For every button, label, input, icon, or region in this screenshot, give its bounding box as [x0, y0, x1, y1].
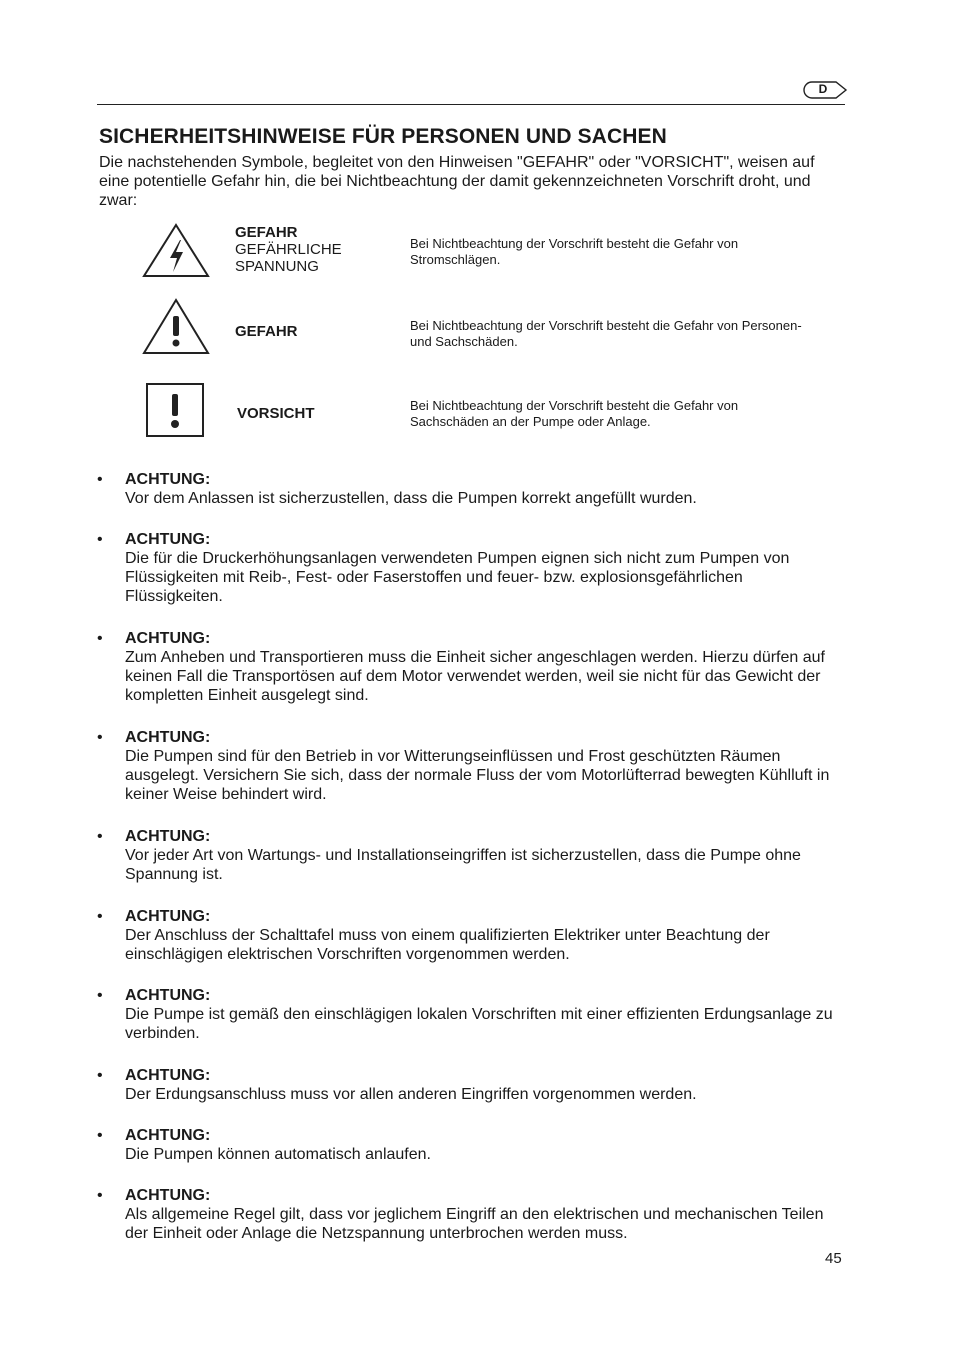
warning-text: Zum Anheben und Transportieren muss die Einheit sicher angeschlagen werden. Hierzu dürfen auf keinen Fall die Transportösen auf dem Motor verwendet werden, weil sie nicht für das Gewicht der kompletten Einheit ausgelegt sind. [125, 649, 825, 704]
warning-heading: ACHTUNG: [125, 531, 211, 548]
warning-text: Als allgemeine Regel gilt, dass vor jeglichem Eingriff an den elektrischen und mechanischen Teilen der Einheit oder Anlage die Netzspannung unterbrochen werden muss. [125, 1206, 824, 1242]
warning-heading: ACHTUNG: [125, 1127, 211, 1144]
warning-heading: ACHTUNG: [125, 828, 211, 845]
page-number: 45 [825, 1250, 842, 1267]
warning-text: Der Erdungsanschluss muss vor allen anderen Eingriffen vorgenommen werden. [125, 1086, 697, 1103]
warning-heading: ACHTUNG: [125, 1067, 211, 1084]
warning-text: Der Anschluss der Schalttafel muss von einem qualifizierten Elektriker unter Beachtung der einschlägigen elektrischen Vorschriften vorgenommen werden. [125, 927, 770, 963]
warning-text: Die Pumpen sind für den Betrieb in vor Witterungseinflüssen und Frost geschützten Räumen ausgelegt. Versichern Sie sich, dass der normale Fluss der vom Motorlüfterrad bewegten Kühlluft in keiner Weise behindert wird. [125, 748, 830, 803]
warning-text: Vor jeder Art von Wartungs- und Installationseingriffen ist sicherzustellen, dass die Pumpe ohne Spannung ist. [125, 847, 801, 883]
warning-text: Die Pumpen können automatisch anlaufen. [125, 1146, 431, 1163]
bullet: • [97, 471, 103, 488]
symbol-heading: VORSICHT [237, 405, 315, 422]
symbol-heading: GEFAHR [235, 224, 298, 241]
symbol-label [237, 405, 315, 422]
symbol-label [235, 224, 365, 275]
warning-heading: ACHTUNG: [125, 729, 211, 746]
warning-heading: ACHTUNG: [125, 630, 211, 647]
symbol-label [235, 323, 298, 340]
warning-heading: ACHTUNG: [125, 908, 211, 925]
warning-heading: ACHTUNG: [125, 1187, 211, 1204]
bullet: • [97, 908, 103, 925]
bullet: • [97, 828, 103, 845]
symbol-description: Bei Nichtbeachtung der Vorschrift besteht die Gefahr von Personen- und Sachschäden. [410, 318, 802, 349]
symbol-heading: GEFAHR [235, 323, 298, 340]
danger-exclamation-triangle-icon [140, 297, 212, 362]
warning-heading: ACHTUNG: [125, 471, 211, 488]
warning-heading: ACHTUNG: [125, 987, 211, 1004]
bullet: • [97, 1187, 103, 1204]
bullet: • [97, 630, 103, 647]
bullet: • [97, 531, 103, 548]
language-code: D [818, 82, 828, 96]
bullet: • [97, 1127, 103, 1144]
symbol-subtitle: GEFÄHRLICHE SPANNUNG [235, 241, 342, 275]
caution-exclamation-box-icon [145, 382, 205, 443]
language-badge [802, 80, 848, 100]
symbol-description: Bei Nichtbeachtung der Vorschrift besteht die Gefahr von Sachschäden an der Pumpe oder Anlage. [410, 398, 739, 429]
warning-text: Die für die Druckerhöhungsanlagen verwendeten Pumpen eignen sich nicht zum Pumpen von Flüssigkeiten mit Reib-, Fest- oder Faserstoffen und feuer- bzw. explosionsgefährlichen Flüssigkeiten. [125, 550, 790, 605]
bullet: • [97, 1067, 103, 1084]
warning-text: Vor dem Anlassen ist sicherzustellen, dass die Pumpen korrekt angefüllt wurden. [125, 490, 697, 507]
symbol-description: Bei Nichtbeachtung der Vorschrift besteht die Gefahr von Stromschlägen. [410, 236, 739, 267]
page-title: SICHERHEITSHINWEISE FÜR PERSONEN UND SACHEN [99, 125, 667, 148]
header-rule [97, 104, 845, 105]
bullet: • [97, 729, 103, 746]
warning-text: Die Pumpe ist gemäß den einschlägigen lokalen Vorschriften mit einer effizienten Erdungsanlage zu verbinden. [125, 1006, 833, 1042]
electric-hazard-triangle-icon [140, 222, 212, 285]
intro-paragraph: Die nachstehenden Symbole, begleitet von den Hinweisen "GEFAHR" oder "VORSICHT", weisen auf eine potentielle Gefahr hin, die bei Nichtbeachtung der damit gekennzeichneten Vorschrift droht, und zwar: [99, 154, 815, 209]
bullet: • [97, 987, 103, 1004]
